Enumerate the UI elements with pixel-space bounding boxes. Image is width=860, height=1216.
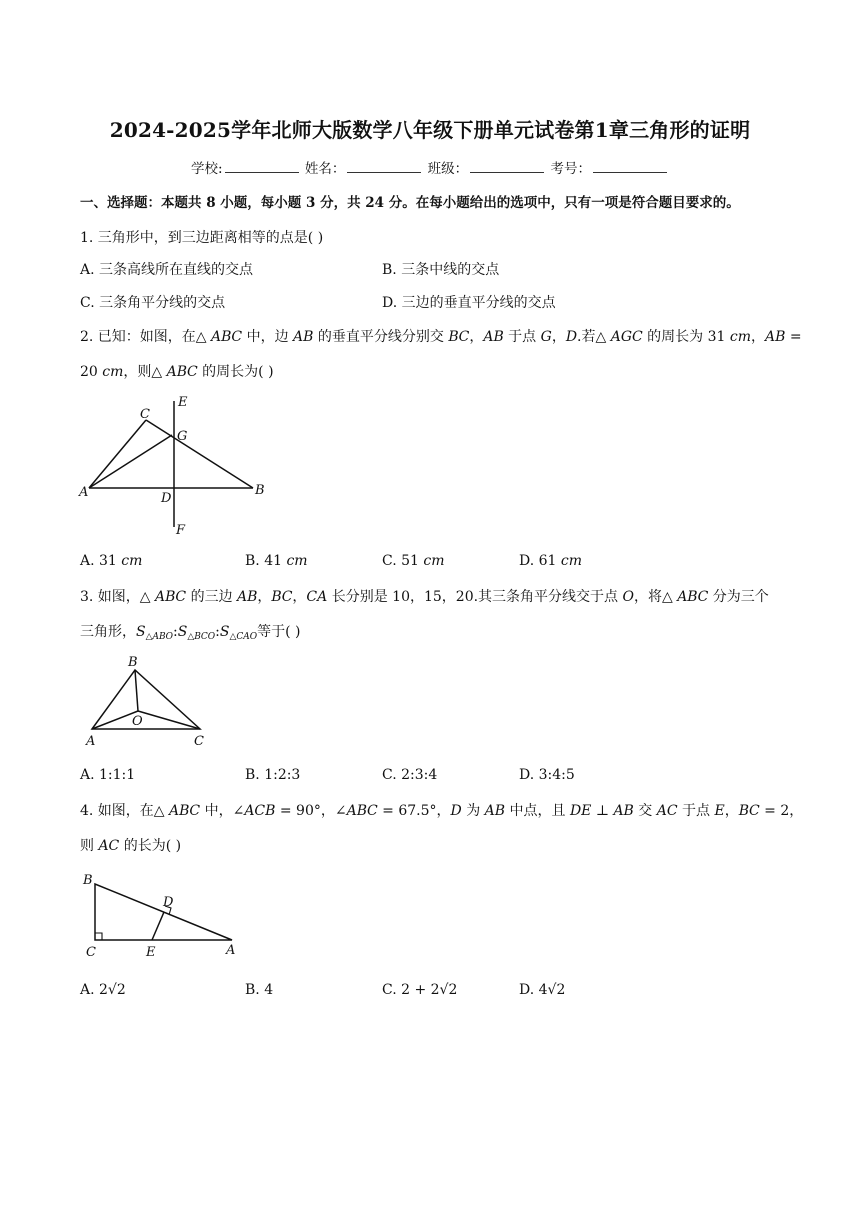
q3-stem-line2: 三角形，𝑆$_{\triangle 𝐴𝐵𝑂}$:𝑆$_{\triangle 𝐵𝐶𝑂}$:𝑆$_{\triangle 𝐶𝐴𝑂}$等于( ) (80, 624, 301, 642)
q3-option-c: C. 2:3:4 (382, 767, 438, 783)
name-blank[interactable] (347, 160, 421, 173)
q3-stem-prefix: 三角形， (80, 624, 136, 640)
q3-stem-suffix: 等于( ) (257, 624, 301, 640)
q2-segment-ag (89, 435, 172, 488)
q4-label-b: B (83, 873, 93, 888)
q4-label-e: E (146, 945, 156, 960)
q1-option-a: A. 三条高线所在直线的交点 (80, 262, 254, 278)
class-label: 班级： (427, 161, 469, 177)
q3-option-b: B. 1:2:3 (245, 767, 301, 783)
q3-triangle-abc (92, 670, 200, 729)
school-blank[interactable] (225, 160, 299, 173)
name-label: 姓名： (304, 161, 346, 177)
school-label: 学校: (191, 161, 223, 177)
q4-stem-line1: 4. 如图，在△ 𝐴𝐵𝐶 中，∠𝐴𝐶𝐵 = 90°，∠𝐴𝐵𝐶 = 67.5°，𝐷 为 𝐴𝐵 中点，且 𝐷𝐸 ⊥ 𝐴𝐵 交 𝐴𝐶 于点 𝐸，𝐵𝐶 = 2， (80, 803, 804, 819)
q2-segment-cb (146, 420, 253, 488)
q2-label-a: A (79, 485, 89, 500)
q3-stem-line1: 3. 如图，△ 𝐴𝐵𝐶 的三边 𝐴𝐵，𝐵𝐶，𝐶𝐴 长分别是 10，15，20.其三条角平分线交于点 𝑂，将△ 𝐴𝐵𝐶 分为三个 (80, 589, 769, 605)
q3-figure (80, 652, 215, 752)
class-blank[interactable] (470, 160, 544, 173)
q2-option-c: C. 51 𝑐𝑚 (382, 553, 445, 569)
exam-no-label: 考号： (550, 161, 591, 177)
q1-option-d: D. 三边的垂直平分线的交点 (382, 295, 556, 311)
q2-stem-line2: 20 𝑐𝑚，则△ 𝐴𝐵𝐶 的周长为( ) (80, 364, 274, 380)
section-heading: 一、选择题：本题共 8 小题，每小题 3 分，共 24 分。在每小题给出的选项中，只有一项是符合题目要求的。 (80, 195, 740, 211)
q1-option-c: C. 三条角平分线的交点 (80, 295, 226, 311)
q4-option-b: B. 4 (245, 982, 274, 998)
q3-area-3: 𝑆$_{\triangle 𝐶𝐴𝑂}$ (219, 624, 258, 642)
q2-option-d: D. 61 𝑐𝑚 (519, 553, 583, 569)
q4-option-c: C. 2 + 2√2 (382, 982, 458, 998)
q3-area-1: 𝑆$_{\triangle 𝐴𝐵𝑂}$ (136, 624, 174, 642)
q3-label-o: O (132, 714, 143, 729)
q2-option-a: A. 31 𝑐𝑚 (80, 553, 143, 569)
q3-option-a: A. 1:1:1 (80, 767, 136, 783)
exam-no-blank[interactable] (593, 160, 667, 173)
q3-label-a: A (86, 734, 96, 749)
q3-label-c: C (194, 734, 204, 749)
q3-option-d: D. 3:4:5 (519, 767, 575, 783)
q4-figure (80, 868, 245, 963)
q4-option-a: A. 2√2 (80, 982, 126, 998)
q2-segment-ac (89, 420, 146, 488)
q2-label-d: D (161, 491, 172, 506)
q4-stem-line2: 则 𝐴𝐶 的长为( ) (80, 838, 182, 854)
q1-option-b: B. 三条中线的交点 (382, 262, 500, 278)
q4-segment-de (152, 912, 164, 940)
q4-label-a: A (226, 943, 236, 958)
q4-option-d: D. 4√2 (519, 982, 566, 998)
q3-segment-bo (135, 670, 138, 711)
q3-area-2: 𝑆$_{\triangle 𝐵𝐶𝑂}$ (177, 624, 216, 642)
q3-label-b: B (128, 655, 138, 670)
q1-stem: 1. 三角形中，到三边距离相等的点是( ) (80, 230, 324, 246)
q2-label-b: B (255, 483, 265, 498)
q4-label-c: C (86, 945, 96, 960)
q2-label-c: C (140, 407, 150, 422)
q4-label-d: D (163, 895, 174, 910)
q2-stem-line1: 2. 已知：如图，在△ 𝐴𝐵𝐶 中，边 𝐴𝐵 的垂直平分线分别交 𝐵𝐶，𝐴𝐵 于点 𝐺，𝐷.若△ 𝐴𝐺𝐶 的周长为 31 𝑐𝑚，𝐴𝐵 = (80, 329, 802, 345)
q2-figure (75, 393, 275, 538)
q2-label-g: G (177, 429, 188, 444)
q4-right-angle-c (95, 933, 102, 940)
q2-label-f: F (176, 523, 186, 538)
q2-label-e: E (178, 395, 188, 410)
page-title: 2024-2025学年北师大版数学八年级下册单元试卷第1章三角形的证明 (109, 118, 751, 142)
student-info-line (0, 157, 860, 177)
q2-option-b: B. 41 𝑐𝑚 (245, 553, 308, 569)
